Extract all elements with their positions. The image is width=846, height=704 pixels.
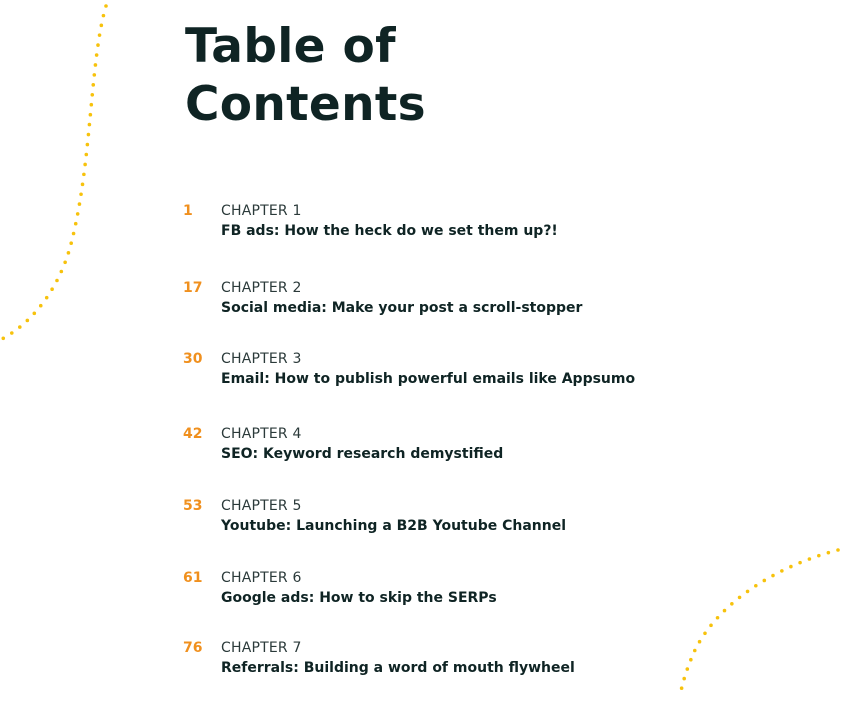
chapter-title[interactable]: Referrals: Building a word of mouth flywheel xyxy=(221,660,575,676)
title-line-1: Table of xyxy=(185,19,396,74)
chapter-title[interactable]: FB ads: How the heck do we set them up?! xyxy=(221,223,558,239)
page-title xyxy=(185,18,426,134)
toc-entry-3[interactable] xyxy=(183,350,783,392)
page-number: 53 xyxy=(183,498,203,514)
toc-entry-7[interactable] xyxy=(183,639,783,681)
toc-entry-1[interactable] xyxy=(183,202,783,244)
chapter-label: CHAPTER 6 xyxy=(221,570,302,586)
chapter-title[interactable]: SEO: Keyword research demystified xyxy=(221,446,504,462)
page-number: 42 xyxy=(183,426,203,442)
toc-entry-6[interactable] xyxy=(183,569,783,611)
dotted-curve-top-left xyxy=(0,6,106,340)
toc-entry-2[interactable] xyxy=(183,279,783,321)
page-number: 61 xyxy=(183,570,203,586)
title-line-2: Contents xyxy=(185,77,426,132)
chapter-label: CHAPTER 1 xyxy=(221,203,302,219)
toc-entry-4[interactable] xyxy=(183,425,783,467)
chapter-label: CHAPTER 4 xyxy=(221,426,302,442)
chapter-title[interactable]: Social media: Make your post a scroll-stopper xyxy=(221,300,583,316)
chapter-title[interactable]: Google ads: How to skip the SERPs xyxy=(221,590,497,606)
page-number: 1 xyxy=(183,203,193,219)
chapter-label: CHAPTER 7 xyxy=(221,640,302,656)
page-number: 30 xyxy=(183,351,203,367)
chapter-title[interactable]: Email: How to publish powerful emails like Appsumo xyxy=(221,371,636,387)
page-number: 17 xyxy=(183,280,203,296)
chapter-label: CHAPTER 5 xyxy=(221,498,302,514)
toc-entry-5[interactable] xyxy=(183,497,783,539)
chapter-label: CHAPTER 3 xyxy=(221,351,302,367)
chapter-label: CHAPTER 2 xyxy=(221,280,302,296)
page-number: 76 xyxy=(183,640,203,656)
chapter-title[interactable]: Youtube: Launching a B2B Youtube Channel xyxy=(221,518,566,534)
